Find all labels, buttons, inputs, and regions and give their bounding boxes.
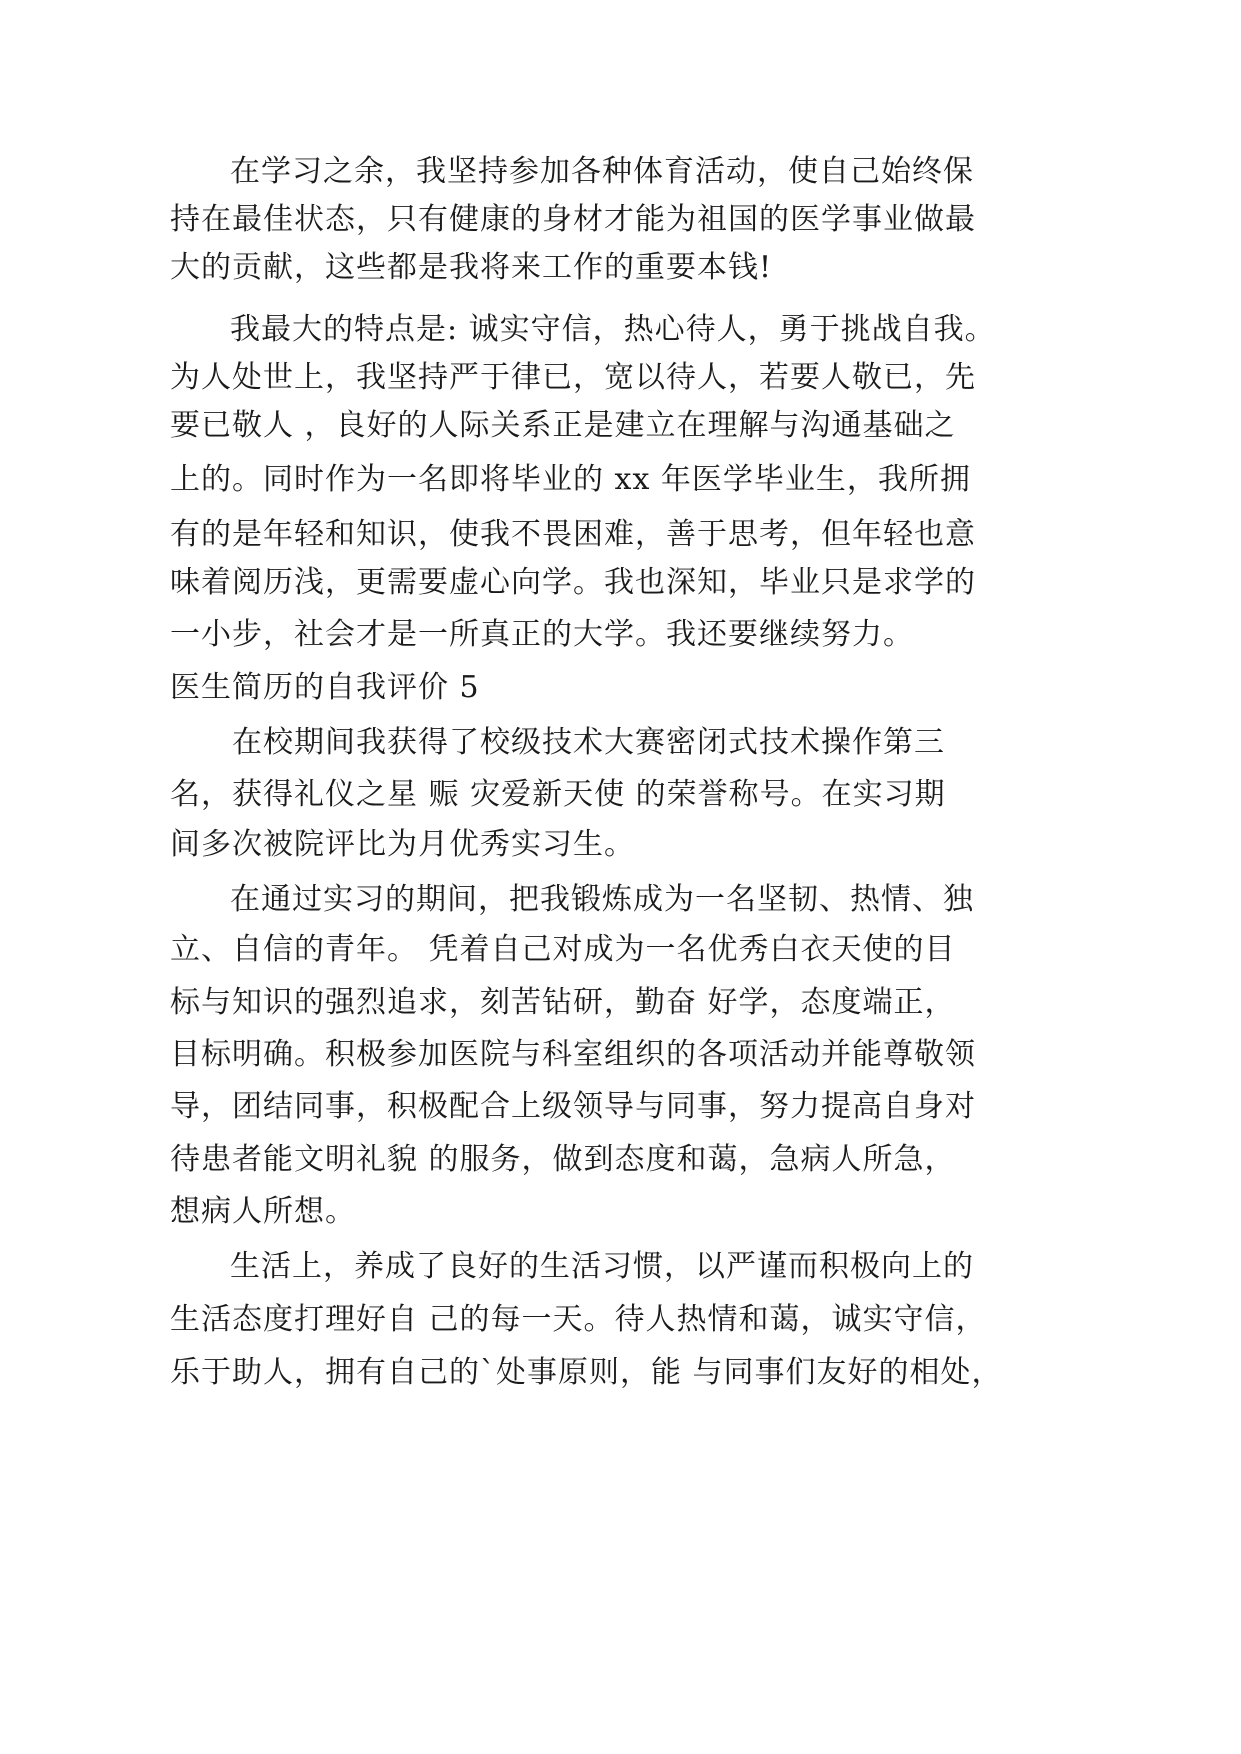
- paragraph-line: 有的是年轻和知识，使我不畏困难，善于思考，但年轻也意: [170, 517, 976, 552]
- paragraph-line: 在学习之余，我坚持参加各种体育活动，使自己始终保: [230, 154, 974, 189]
- paragraph-line: 大的贡献，这些都是我将来工作的重要本钱!: [170, 250, 773, 285]
- paragraph-line: 一小步，社会才是一所真正的大学。我还要继续努力。: [170, 617, 914, 652]
- paragraph-line: 想病人所想。: [170, 1194, 356, 1229]
- paragraph-line: 要已敬人 ，良好的人际关系正是建立在理解与沟通基础之: [170, 408, 956, 443]
- paragraph-line: 间多次被院评比为月优秀实习生。: [170, 827, 635, 862]
- section-heading: 医生简历的自我评价 5: [170, 670, 480, 705]
- paragraph-line: 在通过实习的期间，把我锻炼成为一名坚韧、热情、独: [230, 882, 974, 917]
- paragraph-line: 待患者能文明礼貌 的服务，做到态度和蔼，急病人所急，: [170, 1142, 956, 1177]
- paragraph-line: 持在最佳状态，只有健康的身材才能为祖国的医学事业做最: [170, 202, 976, 237]
- paragraph-line: 立、自信的青年。 凭着自己对成为一名优秀白衣天使的目: [170, 932, 956, 967]
- paragraph-line: 我最大的特点是: 诚实守信，热心待人，勇于挑战自我。: [230, 312, 996, 347]
- paragraph-line: 导，团结同事，积极配合上级领导与同事，努力提高自身对: [170, 1089, 976, 1124]
- paragraph-line: 上的。同时作为一名即将毕业的 xx 年医学毕业生，我所拥: [170, 462, 971, 497]
- paragraph-line: 为人处世上，我坚持严于律已，宽以待人，若要人敬已，先: [170, 360, 976, 395]
- paragraph-line: 名，获得礼仪之星 赈 灾爱新天使 的荣誉称号。在实习期: [170, 777, 946, 812]
- paragraph-line: 乐于助人，拥有自己的`处事原则，能 与同事们友好的相处，: [170, 1355, 1003, 1390]
- paragraph-line: 目标明确。积极参加医院与科室组织的各项活动并能尊敬领: [170, 1037, 976, 1072]
- paragraph-line: 生活态度打理好自 己的每一天。待人热情和蔼，诚实守信，: [170, 1302, 987, 1337]
- paragraph-line: 味着阅历浅，更需要虚心向学。我也深知，毕业只是求学的: [170, 565, 976, 600]
- paragraph-line: 在校期间我获得了校级技术大赛密闭式技术操作第三: [232, 725, 945, 760]
- paragraph-line: 生活上，养成了良好的生活习惯，以严谨而积极向上的: [230, 1249, 974, 1284]
- paragraph-line: 标与知识的强烈追求，刻苦钻研，勤奋 好学，态度端正，: [170, 985, 956, 1020]
